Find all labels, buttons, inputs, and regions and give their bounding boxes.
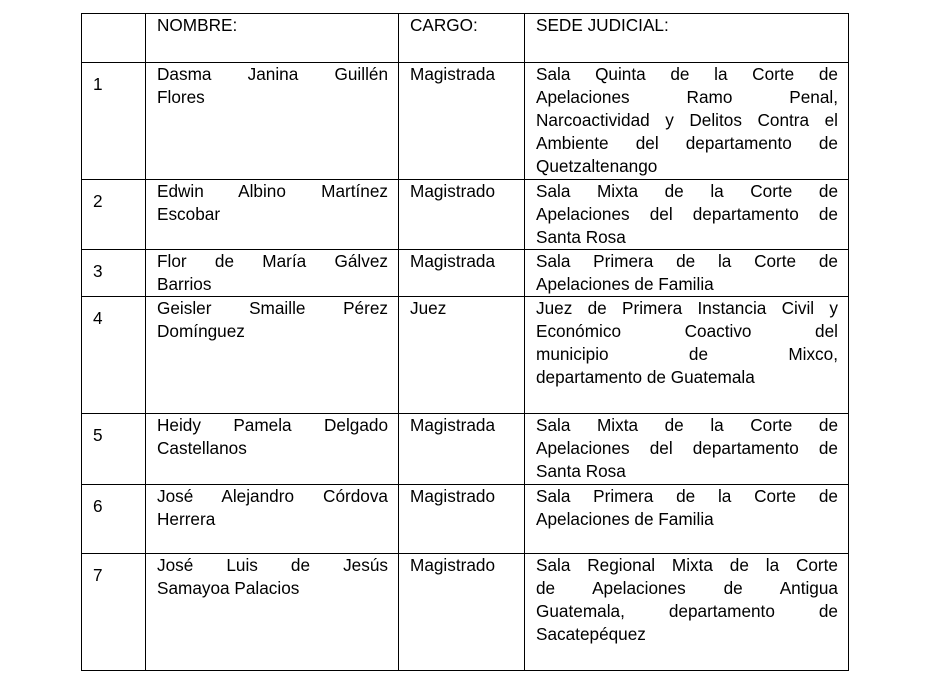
sede-cell (525, 180, 849, 250)
row-number-text: 1 (93, 74, 103, 94)
cargo-cell: Magistrada (399, 63, 525, 180)
name-cell-line: Heidy Pamela Delgado (157, 415, 388, 435)
table-row (82, 297, 849, 414)
sede-cell-line: Guatemala, departamento de (536, 601, 838, 621)
name-cell-line: Herrera (157, 509, 216, 529)
name-cell-line: Samayoa Palacios (157, 578, 300, 598)
sede-cell-line: Apelaciones de Familia (536, 274, 714, 294)
name-cell-line: Castellanos (157, 438, 247, 458)
sede-cell-line: Apelaciones del departamento de (536, 204, 838, 224)
cargo-cell: Magistrado (399, 485, 525, 554)
name-cell (146, 297, 399, 414)
sede-cell-line: municipio de Mixco, (536, 344, 838, 364)
table-row (82, 414, 849, 485)
sede-cell (525, 297, 849, 414)
sede-cell-line: Narcoactividad y Delitos Contra el (536, 110, 838, 130)
sede-cell-line: Sacatepéquez (536, 624, 646, 644)
name-cell-line: Geisler Smaille Pérez (157, 298, 388, 318)
name-cell (146, 250, 399, 297)
table-row (82, 250, 849, 297)
sede-cell-line: Ambiente del departamento de (536, 133, 838, 153)
sede-cell (525, 485, 849, 554)
name-cell-line: Escobar (157, 204, 221, 224)
sede-cell-line: Sala Mixta de la Corte de (536, 415, 838, 435)
header-number (82, 14, 146, 63)
table-body (82, 63, 849, 671)
table-row (82, 180, 849, 250)
name-cell (146, 414, 399, 485)
cargo-cell: Magistrado (399, 180, 525, 250)
header-row (82, 14, 849, 63)
sede-cell-line: Apelaciones del departamento de (536, 438, 838, 458)
sede-cell-line: Quetzaltenango (536, 156, 658, 176)
name-cell (146, 180, 399, 250)
name-cell (146, 554, 399, 671)
header-sede: SEDE JUDICIAL: (525, 14, 849, 63)
cargo-cell: Magistrada (399, 250, 525, 297)
sede-cell-line: Sala Quinta de la Corte de (536, 64, 838, 84)
sede-cell (525, 63, 849, 180)
row-number (82, 414, 146, 485)
cargo-cell: Magistrado (399, 554, 525, 671)
table-row (82, 63, 849, 180)
row-number (82, 554, 146, 671)
name-cell-line: Dasma Janina Guillén (157, 64, 388, 84)
sede-cell-line: Sala Primera de la Corte de (536, 486, 838, 506)
row-number (82, 63, 146, 180)
row-number-text: 7 (93, 565, 103, 585)
row-number (82, 180, 146, 250)
sede-cell-line: Sala Regional Mixta de la Corte (536, 555, 838, 575)
sede-cell-line: de Apelaciones de Antigua (536, 578, 838, 598)
judges-table (81, 13, 849, 671)
name-cell-line: José Alejandro Córdova (157, 486, 388, 506)
name-cell (146, 485, 399, 554)
table-row (82, 485, 849, 554)
header-cargo: CARGO: (399, 14, 525, 63)
sede-cell-line: Apelaciones de Familia (536, 509, 714, 529)
name-cell-line: Flores (157, 87, 205, 107)
sede-cell (525, 414, 849, 485)
row-number (82, 485, 146, 554)
row-number-text: 2 (93, 191, 103, 211)
row-number-text: 3 (93, 261, 103, 281)
sede-cell-line: Económico Coactivo del (536, 321, 838, 341)
header-nombre: NOMBRE: (146, 14, 399, 63)
sede-cell-line: Sala Primera de la Corte de (536, 251, 838, 271)
row-number (82, 297, 146, 414)
table-row (82, 554, 849, 671)
row-number-text: 6 (93, 496, 103, 516)
sede-cell (525, 250, 849, 297)
sede-cell-line: Sala Mixta de la Corte de (536, 181, 838, 201)
name-cell-line: Edwin Albino Martínez (157, 181, 388, 201)
sede-cell-line: Apelaciones Ramo Penal, (536, 87, 838, 107)
sede-cell-line: Juez de Primera Instancia Civil y (536, 298, 838, 318)
sede-cell-line: Santa Rosa (536, 227, 626, 247)
name-cell-line: Flor de María Gálvez (157, 251, 388, 271)
name-cell-line: Domínguez (157, 321, 245, 341)
row-number (82, 250, 146, 297)
name-cell-line: José Luis de Jesús (157, 555, 388, 575)
name-cell (146, 63, 399, 180)
row-number-text: 5 (93, 425, 103, 445)
cargo-cell: Magistrada (399, 414, 525, 485)
sede-cell (525, 554, 849, 671)
row-number-text: 4 (93, 308, 103, 328)
name-cell-line: Barrios (157, 274, 212, 294)
cargo-cell: Juez (399, 297, 525, 414)
sede-cell-line: departamento de Guatemala (536, 367, 755, 387)
sede-cell-line: Santa Rosa (536, 461, 626, 481)
